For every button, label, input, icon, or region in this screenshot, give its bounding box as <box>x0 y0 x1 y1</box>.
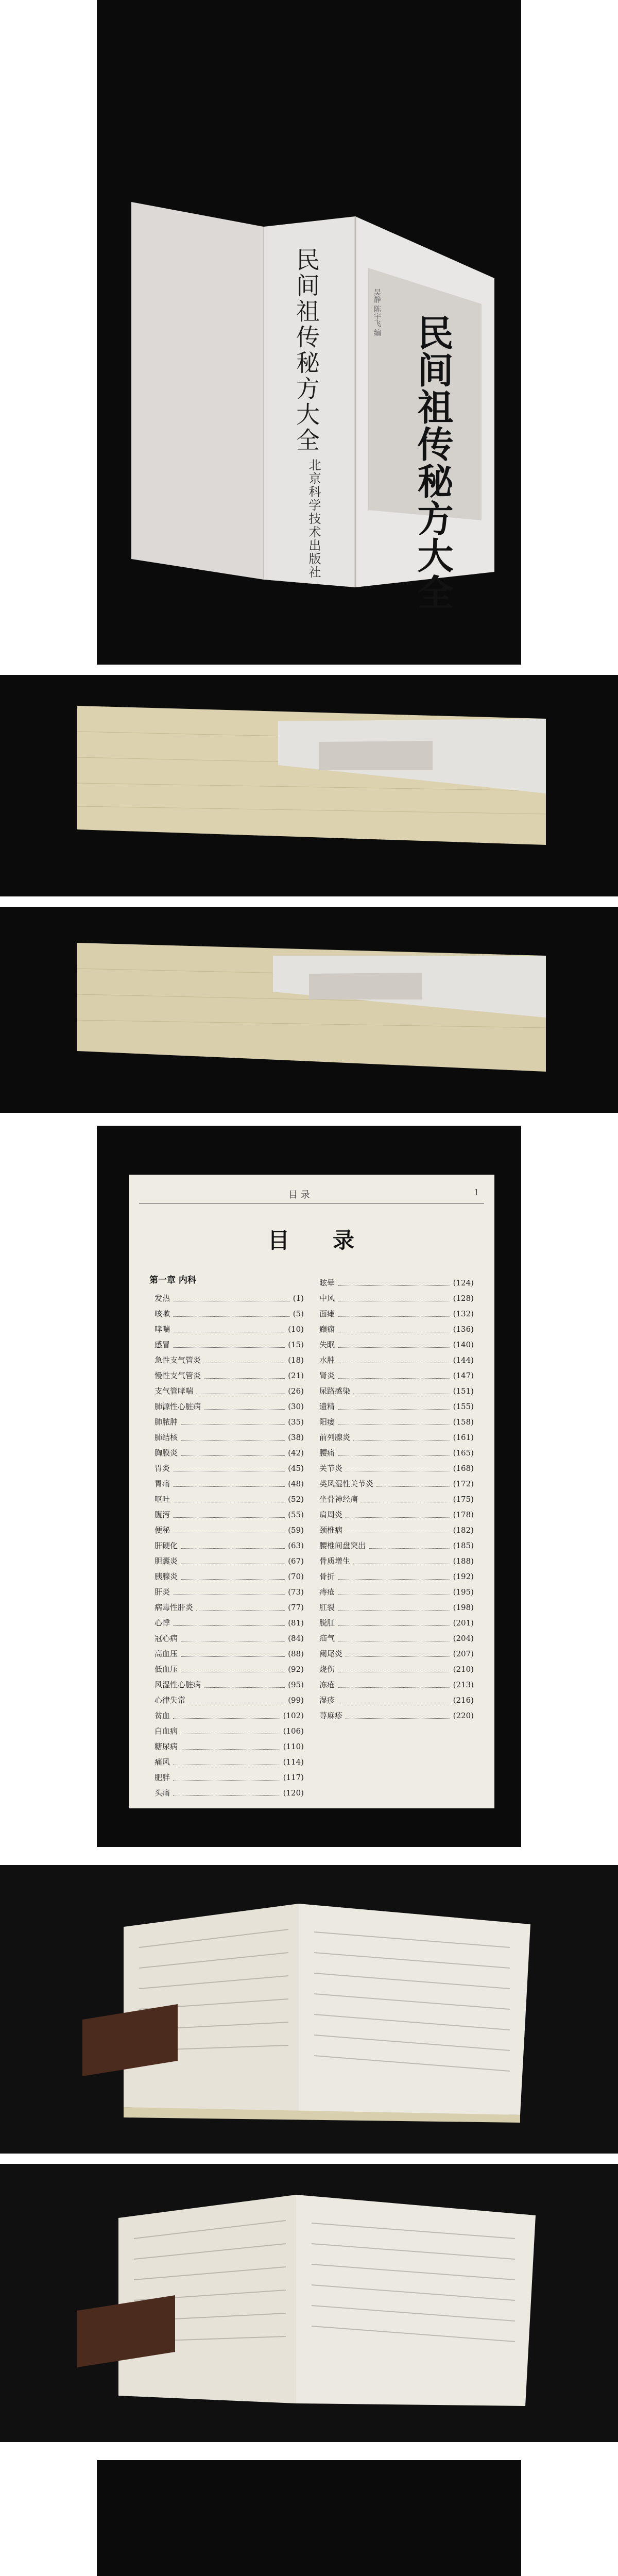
toc-entry <box>319 1306 474 1321</box>
toc-leader <box>338 1414 450 1425</box>
toc-entry-label: 便秘 <box>154 1526 170 1535</box>
toc-entry-page: (182) <box>453 1526 474 1535</box>
toc-leader <box>181 1414 285 1425</box>
toc-leader <box>173 1461 285 1471</box>
toc-entry-label: 病毒性肝炎 <box>154 1603 194 1612</box>
toc-entry-label: 肛裂 <box>319 1603 335 1612</box>
toc-entry <box>154 1445 304 1461</box>
toc-entry-page: (48) <box>288 1479 304 1488</box>
toc-entry-label: 高血压 <box>154 1649 178 1658</box>
toc-leader <box>346 1708 450 1719</box>
toc-entry-label: 肥胖 <box>154 1773 170 1782</box>
toc-entry <box>154 1383 304 1399</box>
toc-entry-page: (26) <box>288 1386 304 1396</box>
open-book-svg-2 <box>0 2164 618 2442</box>
toc-entry <box>319 1646 474 1662</box>
photo-open-book-1 <box>0 1865 618 2154</box>
toc-entry-label: 糖尿病 <box>154 1742 178 1751</box>
toc-entry-page: (151) <box>453 1386 474 1396</box>
toc-entry-page: (158) <box>453 1417 474 1427</box>
toc-entry-page: (92) <box>288 1665 304 1674</box>
photo-front-cover <box>0 2460 618 2576</box>
toc-entry <box>154 1368 304 1383</box>
toc-entry-label: 烧伤 <box>319 1665 335 1674</box>
toc-leader <box>338 1692 450 1703</box>
photo-toc <box>0 1126 618 1847</box>
toc-leader <box>181 1723 280 1734</box>
toc-entry-page: (204) <box>453 1634 474 1643</box>
toc-entry <box>319 1352 474 1368</box>
toc-column-left <box>154 1291 304 1801</box>
toc-entry <box>319 1677 474 1692</box>
toc-entry <box>154 1692 304 1708</box>
toc-entry-label: 腹泻 <box>154 1510 170 1519</box>
toc-entry-label: 头痛 <box>154 1788 170 1798</box>
toc-entry-page: (81) <box>288 1618 304 1628</box>
toc-entry <box>154 1662 304 1677</box>
toc-entry-label: 荨麻疹 <box>319 1711 343 1720</box>
toc-entry-page: (95) <box>288 1680 304 1689</box>
toc-entry-page: (59) <box>288 1526 304 1535</box>
toc-entry-label: 胆囊炎 <box>154 1556 178 1566</box>
toc-entry-page: (63) <box>288 1541 304 1550</box>
toc-leader <box>338 1569 450 1580</box>
toc-entry-label: 水肿 <box>319 1355 335 1365</box>
toc-leader <box>173 1321 285 1332</box>
toc-leader <box>204 1368 285 1379</box>
toc-entry-label: 慢性支气管炎 <box>154 1371 201 1380</box>
toc-entry-label: 风湿性心脏病 <box>154 1680 201 1689</box>
toc-entry-label: 哮喘 <box>154 1325 170 1334</box>
toc-page-number: 1 <box>474 1188 479 1197</box>
toc-entry <box>319 1476 474 1492</box>
toc-leader <box>188 1692 285 1703</box>
toc-entry-label: 眩晕 <box>319 1278 335 1287</box>
open-book-svg-1 <box>0 1865 618 2154</box>
toc-entry <box>319 1321 474 1337</box>
toc-entry <box>154 1414 304 1430</box>
toc-leader <box>173 1507 285 1518</box>
toc-entry-label: 低血压 <box>154 1665 178 1674</box>
edge-svg-2 <box>0 907 618 1113</box>
toc-entry <box>319 1492 474 1507</box>
toc-entry-label: 冻疮 <box>319 1680 335 1689</box>
toc-leader <box>369 1538 450 1549</box>
toc-entry-label: 失眠 <box>319 1340 335 1349</box>
toc-entry <box>319 1615 474 1631</box>
toc-entry <box>154 1600 304 1615</box>
toc-entry-page: (144) <box>453 1355 474 1365</box>
toc-leader <box>181 1538 285 1549</box>
toc-entry <box>154 1646 304 1662</box>
edge-svg-1 <box>0 675 618 896</box>
toc-entry <box>154 1306 304 1321</box>
toc-entry-page: (67) <box>288 1556 304 1566</box>
toc-leader <box>338 1352 450 1363</box>
toc-entry-label: 湿疹 <box>319 1696 335 1705</box>
toc-entry-page: (55) <box>288 1510 304 1519</box>
toc-title: 目 录 <box>268 1228 355 1253</box>
toc-entry-label: 肝炎 <box>154 1587 170 1597</box>
toc-leader <box>196 1600 285 1611</box>
toc-entry <box>319 1399 474 1414</box>
toc-entry <box>154 1677 304 1692</box>
toc-entry <box>154 1321 304 1337</box>
toc-entry <box>154 1399 304 1414</box>
toc-entry-label: 发热 <box>154 1294 170 1303</box>
toc-entry-page: (161) <box>453 1433 474 1442</box>
toc-entry-label: 阳痿 <box>319 1417 335 1427</box>
toc-entry-label: 肺脓肿 <box>154 1417 178 1427</box>
toc-leader <box>353 1553 450 1564</box>
toc-entry-page: (124) <box>453 1278 474 1287</box>
toc-entry <box>154 1430 304 1445</box>
toc-entry-page: (21) <box>288 1371 304 1380</box>
toc-entry-label: 疝气 <box>319 1634 335 1643</box>
toc-entry <box>319 1414 474 1430</box>
toc-entry-page: (5) <box>293 1309 304 1318</box>
toc-entry-page: (213) <box>453 1680 474 1689</box>
toc-entry-page: (45) <box>288 1464 304 1473</box>
toc-leader <box>173 1476 285 1487</box>
toc-leader <box>173 1337 285 1348</box>
toc-entry-label: 贫血 <box>154 1711 170 1720</box>
toc-leader <box>338 1662 450 1672</box>
toc-entry-page: (77) <box>288 1603 304 1612</box>
toc-entry-page: (132) <box>453 1309 474 1318</box>
toc-leader <box>173 1492 285 1502</box>
spine-authors: 吴静 陈宇飞 编 <box>373 289 381 336</box>
toc-entry-page: (120) <box>283 1788 304 1798</box>
toc-leader <box>376 1476 450 1487</box>
toc-entry-label: 感冒 <box>154 1340 170 1349</box>
toc-entry-label: 呕吐 <box>154 1495 170 1504</box>
toc-entry-label: 尿路感染 <box>319 1386 351 1396</box>
cover-illustration-svg <box>0 2460 618 2576</box>
toc-entry-label: 心律失常 <box>154 1696 186 1705</box>
toc-leader <box>338 1399 450 1410</box>
toc-entry <box>154 1739 304 1754</box>
toc-leader <box>181 1569 285 1580</box>
toc-entry-label: 胃痛 <box>154 1479 170 1488</box>
toc-entry-page: (207) <box>453 1649 474 1658</box>
toc-entry-page: (117) <box>283 1773 304 1782</box>
toc-entry <box>154 1785 304 1801</box>
toc-entry <box>319 1522 474 1538</box>
toc-entry-label: 肝硬化 <box>154 1541 178 1550</box>
toc-leader <box>353 1383 450 1394</box>
toc-entry-page: (38) <box>288 1433 304 1442</box>
toc-entry-label: 遗精 <box>319 1402 335 1411</box>
toc-entry <box>154 1291 304 1306</box>
photo-open-book-2 <box>0 2164 618 2442</box>
toc-leader <box>346 1522 450 1533</box>
toc-entry <box>154 1492 304 1507</box>
toc-entry <box>319 1461 474 1476</box>
toc-entry <box>319 1507 474 1522</box>
toc-entry <box>154 1708 304 1723</box>
toc-entry-page: (201) <box>453 1618 474 1628</box>
toc-leader <box>338 1631 450 1641</box>
toc-entry-page: (188) <box>453 1556 474 1566</box>
toc-column-right <box>319 1275 474 1723</box>
toc-entry-page: (102) <box>283 1711 304 1720</box>
toc-entry-label: 脱肛 <box>319 1618 335 1628</box>
toc-entry-page: (35) <box>288 1417 304 1427</box>
toc-entry-page: (99) <box>288 1696 304 1705</box>
toc-entry <box>154 1615 304 1631</box>
toc-entry-page: (1) <box>293 1294 304 1303</box>
toc-entry-page: (198) <box>453 1603 474 1612</box>
back-cover-sliver <box>131 202 264 580</box>
toc-leader <box>346 1646 450 1657</box>
photo-edge-1 <box>0 675 618 896</box>
toc-leader <box>338 1445 450 1456</box>
toc-entry-page: (216) <box>453 1696 474 1705</box>
photo-edge-2 <box>0 907 618 1113</box>
toc-leader <box>338 1337 450 1348</box>
toc-entry-page: (175) <box>453 1495 474 1504</box>
toc-entry-label: 腰痛 <box>319 1448 335 1458</box>
spine-publisher: 北京科学技术出版社 <box>306 459 321 579</box>
toc-entry <box>154 1553 304 1569</box>
toc-entry-page: (70) <box>288 1572 304 1581</box>
toc-leader <box>346 1507 450 1518</box>
toc-leader <box>196 1383 285 1394</box>
toc-leader <box>338 1584 450 1595</box>
toc-leader <box>173 1770 280 1781</box>
toc-entry-label: 胃炎 <box>154 1464 170 1473</box>
toc-entry <box>154 1569 304 1584</box>
toc-entry-page: (106) <box>283 1726 304 1736</box>
toc-leader <box>173 1785 280 1796</box>
toc-entry-page: (172) <box>453 1479 474 1488</box>
toc-entry <box>154 1723 304 1739</box>
toc-entry <box>154 1507 304 1522</box>
toc-entry-label: 颈椎病 <box>319 1526 343 1535</box>
toc-page <box>129 1175 494 1808</box>
toc-entry <box>154 1522 304 1538</box>
toc-leader <box>181 1445 285 1456</box>
toc-entry-label: 腰椎间盘突出 <box>319 1541 366 1550</box>
toc-leader <box>338 1275 450 1286</box>
toc-entry-page: (140) <box>453 1340 474 1349</box>
toc-entry-page: (18) <box>288 1355 304 1365</box>
toc-entry <box>319 1538 474 1553</box>
toc-entry-page: (84) <box>288 1634 304 1643</box>
toc-running-header: 目 录 <box>288 1190 310 1200</box>
toc-entry-page: (220) <box>453 1711 474 1720</box>
toc-entry-page: (110) <box>283 1742 304 1751</box>
toc-entry-page: (15) <box>288 1340 304 1349</box>
toc-entry-page: (88) <box>288 1649 304 1658</box>
toc-leader <box>353 1430 450 1440</box>
toc-entry-label: 心悸 <box>154 1618 170 1628</box>
toc-entry <box>319 1662 474 1677</box>
toc-leader <box>338 1615 450 1626</box>
toc-entry-page: (128) <box>453 1294 474 1303</box>
toc-leader <box>338 1600 450 1611</box>
toc-leader <box>204 1352 285 1363</box>
toc-entry-label: 关节炎 <box>319 1464 343 1473</box>
toc-entry-label: 面瘫 <box>319 1309 335 1318</box>
toc-entry-label: 类风湿性关节炎 <box>319 1479 374 1488</box>
toc-entry-page: (185) <box>453 1541 474 1550</box>
toc-entry-label: 急性支气管炎 <box>154 1355 201 1365</box>
toc-entry-label: 痔疮 <box>319 1587 335 1597</box>
toc-entry-page: (147) <box>453 1371 474 1380</box>
toc-leader <box>346 1461 450 1471</box>
toc-leader <box>173 1754 280 1765</box>
toc-entry-label: 前列腺炎 <box>319 1433 351 1442</box>
toc-entry-page: (165) <box>453 1448 474 1458</box>
front-title: 民间祖传秘方大全 <box>411 314 454 611</box>
toc-entry-label: 肺结核 <box>154 1433 178 1442</box>
toc-chapter-heading: 第一章 内科 <box>149 1275 196 1285</box>
toc-entry <box>319 1337 474 1352</box>
toc-entry <box>154 1461 304 1476</box>
toc-entry <box>154 1476 304 1492</box>
toc-entry-label: 咳嗽 <box>154 1309 170 1318</box>
toc-entry-page: (73) <box>288 1587 304 1597</box>
toc-leader <box>173 1708 280 1719</box>
toc-entry <box>319 1445 474 1461</box>
toc-leader <box>173 1291 290 1301</box>
toc-entry-label: 痛风 <box>154 1757 170 1767</box>
toc-leader <box>173 1306 290 1317</box>
toc-entry <box>319 1275 474 1291</box>
toc-entry-label: 冠心病 <box>154 1634 178 1643</box>
toc-entry-label: 胸膜炎 <box>154 1448 178 1458</box>
toc-leader <box>338 1677 450 1688</box>
toc-entry-page: (168) <box>453 1464 474 1473</box>
toc-entry <box>154 1754 304 1770</box>
toc-entry <box>154 1631 304 1646</box>
toc-entry-label: 坐骨神经痛 <box>319 1495 358 1504</box>
toc-entry <box>319 1368 474 1383</box>
toc-entry <box>319 1430 474 1445</box>
toc-entry <box>319 1708 474 1723</box>
toc-entry <box>154 1770 304 1785</box>
toc-leader <box>204 1677 285 1688</box>
toc-entry-page: (52) <box>288 1495 304 1504</box>
toc-leader <box>173 1522 285 1533</box>
toc-entry-label: 中风 <box>319 1294 335 1303</box>
toc-entry-page: (155) <box>453 1402 474 1411</box>
toc-leader <box>173 1584 285 1595</box>
toc-entry <box>319 1569 474 1584</box>
toc-leader <box>181 1553 285 1564</box>
toc-entry <box>319 1600 474 1615</box>
photo-spine <box>0 0 618 665</box>
toc-entry-page: (42) <box>288 1448 304 1458</box>
toc-entry-label: 肾炎 <box>319 1371 335 1380</box>
toc-entry <box>319 1383 474 1399</box>
toc-leader <box>338 1321 450 1332</box>
toc-entry <box>154 1337 304 1352</box>
toc-entry <box>319 1553 474 1569</box>
toc-leader <box>181 1631 285 1641</box>
toc-entry <box>319 1692 474 1708</box>
toc-leader <box>204 1399 285 1410</box>
toc-entry <box>319 1584 474 1600</box>
toc-entry-label: 白血病 <box>154 1726 178 1736</box>
toc-entry-page: (114) <box>283 1757 304 1767</box>
toc-entry <box>154 1584 304 1600</box>
toc-leader <box>338 1368 450 1379</box>
toc-leader <box>181 1430 285 1440</box>
toc-entry-label: 肺源性心脏病 <box>154 1402 201 1411</box>
toc-leader <box>361 1492 450 1502</box>
toc-entry-label: 支气管哮喘 <box>154 1386 194 1396</box>
toc-entry <box>154 1352 304 1368</box>
toc-leader <box>181 1739 280 1750</box>
toc-entry-label: 癫痫 <box>319 1325 335 1334</box>
toc-leader <box>338 1291 450 1301</box>
toc-leader <box>181 1662 285 1672</box>
toc-entry-page: (210) <box>453 1665 474 1674</box>
toc-entry-page: (192) <box>453 1572 474 1581</box>
toc-entry-page: (178) <box>453 1510 474 1519</box>
toc-entry-label: 骨折 <box>319 1572 335 1581</box>
toc-entry <box>319 1291 474 1306</box>
toc-entry <box>319 1631 474 1646</box>
toc-leader <box>181 1646 285 1657</box>
toc-entry-label: 阑尾炎 <box>319 1649 343 1658</box>
toc-entry-page: (30) <box>288 1402 304 1411</box>
toc-entry-page: (10) <box>288 1325 304 1334</box>
toc-entry <box>154 1538 304 1553</box>
spine-title: 民间祖传秘方大全 <box>293 247 320 453</box>
toc-entry-page: (195) <box>453 1587 474 1597</box>
toc-entry-page: (136) <box>453 1325 474 1334</box>
toc-entry-label: 骨质增生 <box>319 1556 351 1566</box>
toc-leader <box>338 1306 450 1317</box>
toc-entry-label: 胰腺炎 <box>154 1572 178 1581</box>
toc-entry-label: 肩周炎 <box>319 1510 343 1519</box>
toc-leader <box>173 1615 285 1626</box>
